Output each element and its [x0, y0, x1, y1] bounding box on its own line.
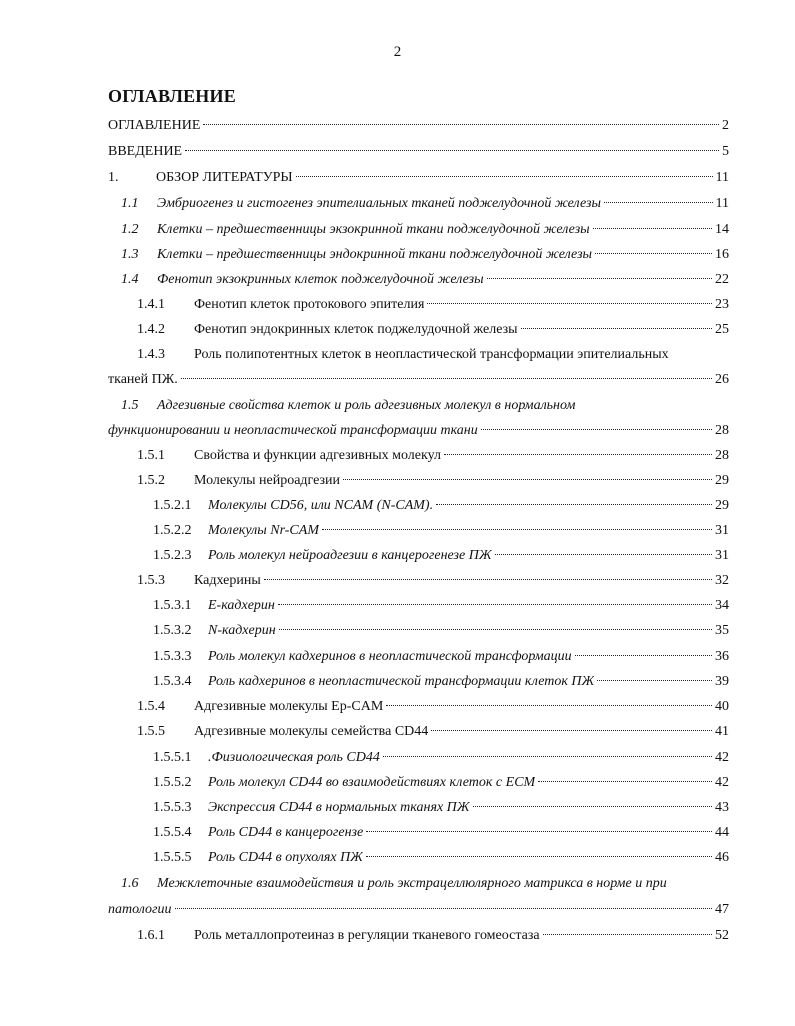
toc-entry-number: 1.5.5.5	[153, 850, 192, 865]
toc-entry[interactable]	[137, 697, 729, 717]
toc-entry-page: 31	[715, 523, 729, 538]
toc-entry-number: 1.5	[121, 398, 139, 413]
toc-entry-number: 1.5.5.2	[153, 775, 192, 790]
dot-leader	[296, 176, 713, 177]
toc-entry-page: 42	[715, 775, 729, 790]
toc-entry-number: 1.4.1	[137, 297, 165, 312]
toc-entry-title: патологии	[108, 902, 172, 917]
toc-entry-heading-line[interactable]	[121, 396, 575, 416]
toc-entry-number: 1.	[108, 170, 119, 185]
dot-leader	[487, 278, 712, 279]
dot-leader	[279, 629, 712, 630]
toc-entry-title: N-кадхерин	[208, 623, 276, 638]
toc-entry-page: 52	[715, 928, 729, 943]
toc-entry-number: 1.3	[121, 247, 139, 262]
toc-entry-number: 1.1	[121, 196, 139, 211]
toc-entry[interactable]	[137, 471, 729, 491]
toc-entry-number: 1.5.2.2	[153, 523, 192, 538]
toc-entry-page: 32	[715, 573, 729, 588]
toc-entry[interactable]	[153, 773, 729, 793]
toc-entry-page: 47	[715, 902, 729, 917]
toc-entry-title: Клетки – предшественницы экзокринной ткани поджелудочной железы	[157, 222, 590, 237]
dot-leader	[495, 554, 712, 555]
toc-entry-page: 44	[715, 825, 729, 840]
toc-entry-number: 1.5.3.2	[153, 623, 192, 638]
toc-entry-title: Роль молекул CD44 во взаимодействиях клеток с ЕСМ	[208, 775, 536, 790]
toc-entry-number: 1.5.5.1	[153, 750, 192, 765]
toc-entry-title: ВВЕДЕНИЕ	[108, 144, 183, 159]
toc-entry-page: 23	[715, 297, 729, 312]
dot-leader	[366, 831, 712, 832]
dot-leader	[543, 934, 712, 935]
toc-entry-title: Свойства и функции адгезивных молекул	[194, 448, 441, 463]
toc-entry-title: Фенотип экзокринных клеток поджелудочной железы	[157, 272, 484, 287]
toc-entry[interactable]	[137, 295, 729, 315]
toc-entry[interactable]	[108, 421, 729, 441]
dot-leader	[383, 756, 712, 757]
toc-entry-title: Кадхерины	[194, 573, 261, 588]
toc-entry-number: 1.5.2	[137, 473, 165, 488]
page-number: 2	[393, 44, 402, 60]
toc-entry[interactable]	[153, 621, 729, 641]
toc-entry-heading-line[interactable]	[137, 345, 669, 365]
toc-entry[interactable]	[153, 496, 729, 516]
toc-entry[interactable]	[153, 823, 729, 843]
toc-entry-number: 1.5.3.3	[153, 649, 192, 664]
toc-entry[interactable]	[153, 848, 729, 868]
dot-leader	[343, 479, 712, 480]
toc-entry[interactable]	[153, 596, 729, 616]
toc-entry[interactable]	[153, 798, 729, 818]
toc-entry[interactable]	[108, 168, 729, 188]
dot-leader	[278, 604, 712, 605]
toc-entry-title: Роль CD44 в канцерогензе	[208, 825, 364, 840]
dot-leader	[427, 303, 712, 304]
toc-entry-title: тканей ПЖ.	[108, 372, 178, 387]
toc-entry-page: 43	[715, 800, 729, 815]
toc-entry-page: 34	[715, 598, 729, 613]
toc-entry-heading-line[interactable]	[121, 874, 667, 894]
dot-leader	[431, 730, 712, 731]
toc-entry-page: 11	[715, 196, 729, 211]
toc-entry-title: Роль CD44 в опухолях ПЖ	[208, 850, 364, 865]
dot-leader	[185, 150, 719, 151]
toc-entry-page: 39	[715, 674, 729, 689]
toc-entry-page: 31	[715, 548, 729, 563]
toc-entry-title: Роль кадхеринов в неопластической трансформации клеток ПЖ	[208, 674, 595, 689]
toc-entry-number: 1.5.2.1	[153, 498, 192, 513]
toc-entry[interactable]	[137, 571, 729, 591]
toc-entry-number: 1.5.3.4	[153, 674, 192, 689]
toc-entry-page: 14	[715, 222, 729, 237]
toc-entry-title: Эмбриогенез и гистогенез эпителиальных тканей поджелудочной железы	[157, 196, 601, 211]
toc-entry-title-line1: Роль полипотентных клеток в неопластической трансформации эпителиальных	[194, 347, 669, 362]
toc-entry-page: 16	[715, 247, 729, 262]
toc-entry-title: Адгезивные молекулы семейства CD44	[194, 724, 429, 739]
dot-leader	[203, 124, 719, 125]
dot-leader	[444, 454, 712, 455]
toc-entry[interactable]	[137, 722, 729, 742]
toc-entry-number: 1.5.5.3	[153, 800, 192, 815]
toc-entry-title: .Физиологическая роль CD44	[208, 750, 380, 765]
toc-entry[interactable]	[121, 245, 729, 265]
toc-entry[interactable]	[108, 900, 729, 920]
toc-entry[interactable]	[153, 521, 729, 541]
toc-entry-page: 2	[722, 118, 729, 133]
toc-entry-title: Роль металлопротеиназ в регуляции тканевого гомеостаза	[194, 928, 540, 943]
toc-entry-number: 1.2	[121, 222, 139, 237]
toc-entry-number: 1.6	[121, 876, 139, 891]
toc-entry-title: Роль молекул кадхеринов в неопластической трансформации	[208, 649, 572, 664]
toc-entry-page: 40	[715, 699, 729, 714]
toc-entry[interactable]	[153, 672, 729, 692]
dot-leader	[473, 806, 712, 807]
toc-entry-title: Клетки – предшественницы эндокринной ткани поджелудочной железы	[157, 247, 593, 262]
toc-entry-page: 22	[715, 272, 729, 287]
dot-leader	[181, 378, 712, 379]
toc-entry-number: 1.4	[121, 272, 139, 287]
toc-entry-page: 25	[715, 322, 729, 337]
toc-entry-title-line1: Межклеточные взаимодействия и роль экстрацеллюлярного матрикса в норме и при	[157, 876, 667, 891]
toc-entry-number: 1.4.3	[137, 347, 165, 362]
toc-entry-page: 35	[715, 623, 729, 638]
toc-entry-title: функционировании и неопластической трансформации ткани	[108, 423, 478, 438]
toc-entry-title: Молекулы CD56, или NCAM (N-CAM).	[208, 498, 434, 513]
toc-entry-page: 42	[715, 750, 729, 765]
dot-leader	[595, 253, 712, 254]
toc-entry-title: Е-кадхерин	[208, 598, 275, 613]
toc-entry-title: Экспрессия CD44 в нормальных тканях ПЖ	[208, 800, 470, 815]
toc-entry[interactable]	[121, 220, 729, 240]
dot-leader	[481, 429, 712, 430]
toc-entry[interactable]	[108, 116, 729, 136]
toc-entry[interactable]	[137, 926, 729, 946]
dot-leader	[366, 856, 712, 857]
toc-entry-title-line1: Адгезивные свойства клеток и роль адгезивных молекул в нормальном	[157, 398, 576, 413]
dot-leader	[521, 328, 712, 329]
toc-entry-number: 1.6.1	[137, 928, 165, 943]
toc-heading: ОГЛАВЛЕНИЕ	[108, 86, 236, 106]
dot-leader	[575, 655, 712, 656]
toc-entry-page: 28	[715, 423, 729, 438]
toc-entry-title: Молекулы Nr-CAM	[208, 523, 319, 538]
dot-leader	[386, 705, 712, 706]
dot-leader	[597, 680, 712, 681]
toc-entry-number: 1.5.2.3	[153, 548, 192, 563]
toc-entry-page: 28	[715, 448, 729, 463]
dot-leader	[593, 228, 712, 229]
toc-entry-number: 1.5.5.4	[153, 825, 192, 840]
toc-entry-page: 29	[715, 473, 729, 488]
dot-leader	[322, 529, 712, 530]
toc-entry-number: 1.5.1	[137, 448, 165, 463]
toc-entry[interactable]	[153, 647, 729, 667]
toc-entry-page: 5	[722, 144, 729, 159]
toc-entry[interactable]	[153, 546, 729, 566]
toc-entry[interactable]	[137, 320, 729, 340]
toc-entry[interactable]	[153, 748, 729, 768]
dot-leader	[604, 202, 713, 203]
dot-leader	[264, 579, 712, 580]
toc-entry-page: 46	[715, 850, 729, 865]
toc-entry-title: ОБЗОР ЛИТЕРАТУРЫ	[156, 170, 293, 185]
toc-entry-page: 41	[715, 724, 729, 739]
toc-entry[interactable]	[108, 142, 729, 162]
toc-entry-number: 1.5.3.1	[153, 598, 192, 613]
toc-entry-title: Роль молекул нейроадгезии в канцерогенезе ПЖ	[208, 548, 492, 563]
dot-leader	[538, 781, 712, 782]
toc-entry-title: Адгезивные молекулы Ep-CAM	[194, 699, 384, 714]
toc-entry-page: 26	[715, 372, 729, 387]
dot-leader	[436, 504, 712, 505]
toc-entry-title: Молекулы нейроадгезии	[194, 473, 340, 488]
toc-entry[interactable]	[121, 270, 729, 290]
toc-entry-title: Фенотип эндокринных клеток поджелудочной железы	[194, 322, 518, 337]
toc-entry-number: 1.5.3	[137, 573, 165, 588]
toc-entry-title: Фенотип клеток протокового эпителия	[194, 297, 425, 312]
toc-entry-number: 1.5.4	[137, 699, 165, 714]
toc-entry[interactable]	[108, 370, 729, 390]
toc-entry-page: 11	[715, 170, 729, 185]
dot-leader	[175, 908, 713, 909]
toc-entry-number: 1.4.2	[137, 322, 165, 337]
toc-entry[interactable]	[137, 446, 729, 466]
toc-entry[interactable]	[121, 194, 729, 214]
toc-entry-page: 29	[715, 498, 729, 513]
toc-entry-title: ОГЛАВЛЕНИЕ	[108, 118, 201, 133]
toc-entry-page: 36	[715, 649, 729, 664]
toc-entry-number: 1.5.5	[137, 724, 165, 739]
